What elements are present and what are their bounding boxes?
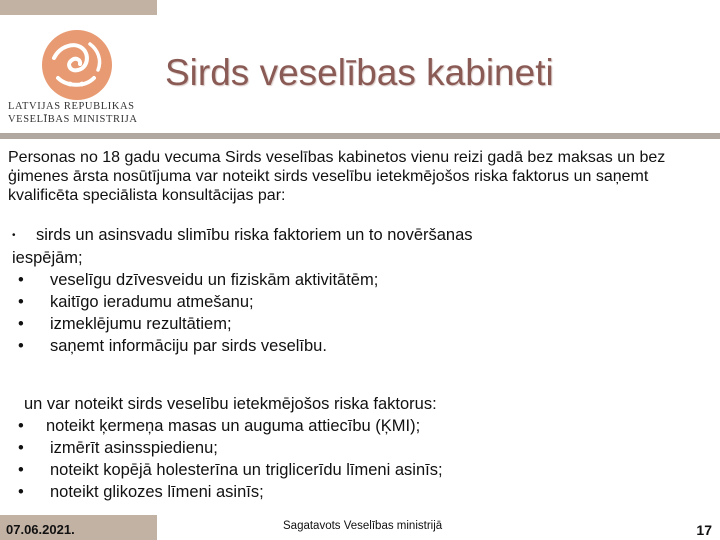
list-item xyxy=(8,313,708,335)
list-item-text: veselīgu dzīvesveidu un fiziskām aktivitātēm; xyxy=(50,270,379,289)
list-item-text: noteikt ķermeņa masas un auguma attiecību (ĶMI); xyxy=(46,417,421,435)
page-title: Sirds veselības kabineti xyxy=(165,52,554,93)
list-item-text: sirds un asinsvadu slimību riska faktoriem un to novēršanas xyxy=(36,226,473,244)
logo-line-2: VESELĪBAS MINISTRIJA xyxy=(8,114,138,125)
bullet-icon: • xyxy=(12,229,16,241)
bullet-icon: • xyxy=(18,417,24,435)
list-item-text: saņemt informāciju par sirds veselību. xyxy=(50,336,327,355)
consultation-list xyxy=(8,224,708,357)
list-item xyxy=(8,481,708,503)
bullet-icon: • xyxy=(18,336,24,355)
list-item xyxy=(8,415,708,437)
bullet-icon: • xyxy=(18,270,24,289)
list-item-text: iespējām; xyxy=(12,248,83,267)
bullet-icon: • xyxy=(18,461,24,479)
footer-source: Sagatavots Veselības ministrijā xyxy=(283,520,443,532)
bullet-icon: • xyxy=(18,483,24,501)
ministry-logo xyxy=(8,22,150,127)
page-number: 17 xyxy=(696,522,712,538)
footer-date: 07.06.2021. xyxy=(6,522,75,537)
logo-line-1: LATVIJAS REPUBLIKAS xyxy=(8,101,135,112)
list-item xyxy=(8,437,708,459)
list-item xyxy=(8,459,708,481)
bullet-icon: • xyxy=(18,439,24,457)
list-item-text: noteikt glikozes līmeni asinīs; xyxy=(50,483,264,501)
bullet-icon: • xyxy=(18,292,24,311)
list-item-text: noteikt kopējā holesterīna un triglicerīdu līmeni asinīs; xyxy=(50,461,443,479)
list-item-text: kaitīgo ieradumu atmešanu; xyxy=(50,292,254,311)
intro-text: Personas no 18 gadu vecuma Sirds veselības kabinetos vienu reizi gadā bez maksas un bez ģimenes ārsta nosūtījuma var noteikt sirds veselību ietekmējošos riska faktorus un saņemt kvalificēta speciālista konsultācijas par: xyxy=(8,149,666,204)
list-item xyxy=(8,291,708,313)
list-lead-text: un var noteikt sirds veselību ietekmējošos riska faktorus: xyxy=(24,395,437,413)
list-lead xyxy=(8,393,708,415)
list-item xyxy=(8,269,708,291)
list-item-text: izmeklējumu rezultātiem; xyxy=(50,314,232,333)
list-item-text: izmērīt asinsspiedienu; xyxy=(50,439,218,457)
measurement-list xyxy=(8,393,708,503)
top-left-band xyxy=(0,0,157,15)
list-item xyxy=(8,224,708,247)
header-divider xyxy=(0,133,720,139)
ministry-emblem-icon xyxy=(40,28,114,102)
bullet-icon: • xyxy=(18,314,24,333)
list-item-continuation xyxy=(8,247,708,269)
intro-paragraph xyxy=(8,148,714,205)
logo-wordmark xyxy=(8,100,150,126)
list-item xyxy=(8,335,708,357)
